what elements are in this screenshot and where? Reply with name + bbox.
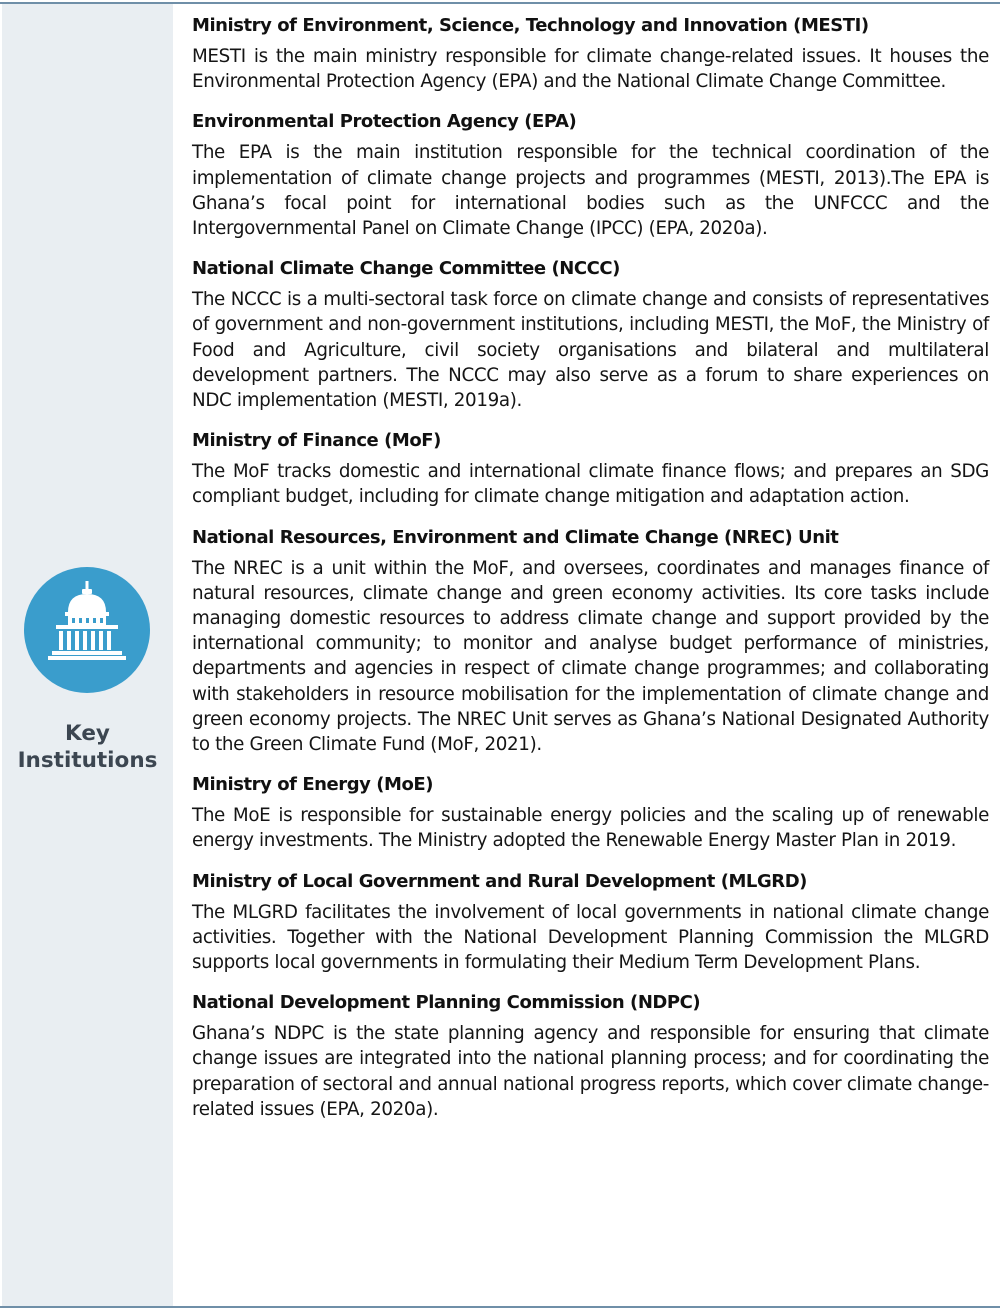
- institution-description: The NCCC is a multi-sectoral task force on climate change and consists of representatives of government and non-government institutions, including MESTI, the MoF, the Ministry of Food and Agriculture, civil society organisations and bilateral and multilateral development partners. The NCCC may also serve as a forum to share experiences on NDC implementation (MESTI, 2019a).: [192, 289, 989, 412]
- institution-description: Ghana’s NDPC is the state planning agency and responsible for ensuring that climate change issues are integrated into the national planning process; and for coordinating the preparation of sectoral and annual national progress reports, which cover climate change-related issues (EPA, 2020a).: [192, 1023, 989, 1120]
- institution-heading: Ministry of Local Government and Rural Development (MLGRD): [192, 870, 807, 892]
- institution-description: The MoF tracks domestic and international climate finance flows; and prepares an SDG compliant budget, including for climate change mitigation and adaptation action.: [192, 461, 989, 508]
- institution-description: The NREC is a unit within the MoF, and oversees, coordinates and manages finance of natural resources, climate change and green economy activities. Its core tasks include managing domestic resources to address climate change and support provided by the international community; to monitor and analyse budget performance of ministries, departments and agencies in respect of climate change programmes; and collaborating with stakeholders in resource mobilisation for the implementation of climate change and green economy projects. The NREC Unit serves as Ghana’s National Designated Authority to the Green Climate Fund (MoF, 2021).: [192, 557, 989, 756]
- institution-description: The MoE is responsible for sustainable energy policies and the scaling up of renewable energy investments. The Ministry adopted the Renewable Energy Master Plan in 2019.: [192, 805, 989, 852]
- institution-heading: Ministry of Finance (MoF): [192, 430, 441, 452]
- bottom-border: [0, 1306, 1000, 1308]
- institution-section: [192, 773, 989, 853]
- institution-description: MESTI is the main ministry responsible for climate change-related issues. It houses the Environmental Protection Agency (EPA) and the National Climate Change Committee.: [192, 46, 989, 93]
- institution-description: The EPA is the main institution responsible for the technical coordination of the implementation of climate change projects and programmes (MESTI, 2013).The EPA is Ghana’s focal point for international bodies such as the UNFCCC and the Intergovernmental Panel on Climate Change (IPCC) (EPA, 2020a).: [192, 142, 989, 240]
- institution-heading: Environmental Protection Agency (EPA): [192, 111, 577, 133]
- institution-section: [192, 14, 989, 94]
- institutions-list: [192, 14, 989, 1138]
- institution-description: The MLGRD facilitates the involvement of local governments in national climate change activities. Together with the National Development Planning Commission the MLGRD supports local governments in formulating their Medium Term Development Plans.: [192, 901, 989, 974]
- institution-section: [192, 110, 989, 241]
- institution-heading: National Resources, Environment and Climate Change (NREC) Unit: [192, 526, 839, 548]
- institution-heading: Ministry of Environment, Science, Technology and Innovation (MESTI): [192, 15, 869, 36]
- institution-section: [192, 257, 989, 413]
- sidebar-title: Key Institutions: [17, 721, 158, 773]
- institution-section: [192, 526, 989, 758]
- institution-section: [192, 870, 989, 976]
- institution-heading: National Climate Change Committee (NCCC): [192, 258, 620, 280]
- capitol-building-icon: [24, 567, 150, 693]
- institution-heading: National Development Planning Commission (NDPC): [192, 992, 701, 1014]
- institution-section: [192, 991, 989, 1122]
- institution-heading: Ministry of Energy (MoE): [192, 774, 434, 796]
- institution-section: [192, 429, 989, 509]
